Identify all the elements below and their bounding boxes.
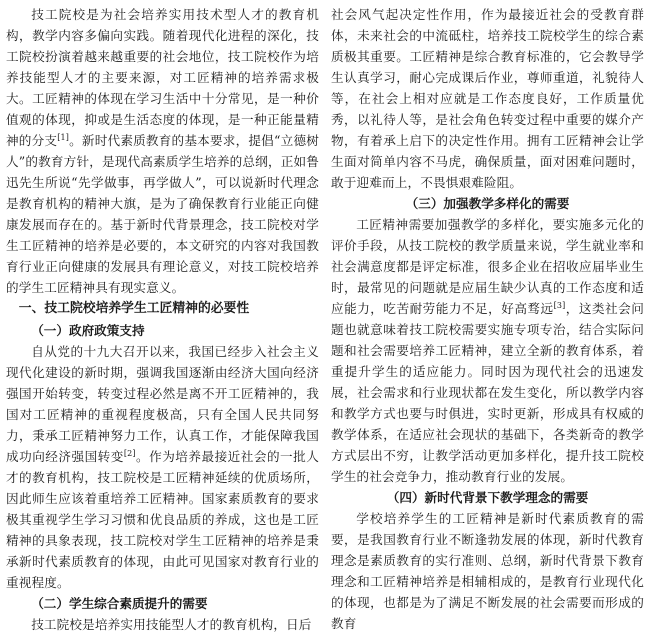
- subsection-heading: （四）新时代背景下教学理念的需要: [386, 490, 589, 505]
- subsection-heading: （一）政府政策支持: [31, 323, 145, 338]
- subsection-heading: （二）学生综合素质提升的需要: [31, 596, 208, 611]
- body-paragraph: 自从党的十九大召开以来，我国已经步入社会主义现代化建设的新时期，强调我国逐渐由经济大国向经济强国开始转变，转变过程必然是离不开工匠精神的，我国对工匠精神的重视程度极高，只有全国人民共同努力，秉承工匠精神努力工作，认真工作，才能保障我国成功向经济强国转变[2]。作为培养最接近社会的一批人才的教育机构，技工院校是工匠精神延续的优质场所，因此师生应该着重培养工匠精神。国家素质教育的要求极其重视学生学习习惯和优良品质的养成，这也是工匠精神的具象表现，技工院校对学生工匠精神的培养是秉承新时代素质教育的体现，由此可见国家对教育行业的重视程度。: [6, 344, 319, 590]
- citation-ref: [3]: [553, 300, 566, 310]
- body-paragraph: 学校培养学生的工匠精神是新时代素质教育的需要，是我国教育行业不断逢勃发展的体现，新时代教育理念是素质教育的实行准则、总纲，新时代背景下教育理念和工匠精神培养是相辅相成的，是教育行业现代化的体现，也都是为了满足不断发展的社会需要而形成的教育: [331, 511, 644, 631]
- subsection-heading: （三）加强教学多样化的需要: [405, 196, 570, 211]
- citation-ref: [2]: [123, 448, 136, 458]
- left-column: [6, 4, 319, 632]
- section-heading: 一、技工院校培养学生工匠精神的必要性: [18, 301, 250, 316]
- body-paragraph: 工匠精神需要加强教学的多样化，要实施多元化的评价手段，从技工院校的教学质量来说，学生就业率和社会满意度都是评定标准，很多企业在招收应届毕业生时，最常见的问题就是应届生缺少认真的工作态度和适应能力，吃苦耐劳能力不足，好高骛远[3]，这类社会问题也就意味着技工院校需要实施专项专治，结合实际问题和社会需要培养工匠精神，建立全新的教育体系，着重提升学生的适应能力。同时因为现代社会的迅速发展，社会需求和行业现状都在发生变化，所以教学内容和教学方式也要与时俱进，实时更新，形成具有权威的教学体系，在适应社会现状的基础下，各类新奇的教学方式层出不穷，让教学活动更加多样化，提升技工院校学生的社会竞争力，推动教育行业的发展。: [331, 217, 644, 484]
- right-column: [331, 4, 644, 631]
- intro-paragraph: 技工院校是为社会培养实用技术型人才的教育机构，教学内容多偏向实践。随着现代化进程的深化，技工院校扮演着越来越重要的社会地位，技工院校作为培养技能型人才的主要来源，对工匠精神的培养需求极大。工匠精神的体现在学习生活中十分常见，是一种价值观的体现，抑或是生活态度的体现，是一种正能量精神的分支[1]。新时代素质教育的基本要求，提倡“立德树人”的教育方针，是现代高素质学生培养的总纲，正如鲁迅先生所说“先学做事，再学做人”，可以说新时代理念是教育机构的精神大旗，是为了确保教育行业能正向健康发展而存在的。基于新时代背景理念，技工院校对学生工匠精神的培养是必要的，本文研究的内容对我国教育行业正向健康的发展具有理论意义，对技工院校培养的学生工匠精神具有现实意义。: [6, 7, 319, 295]
- citation-ref: [1]: [57, 132, 70, 142]
- continued-paragraph: 社会风气起决定性作用，作为最接近社会的受教育群体，未来社会的中流砥柱，培养技工院校学生的综合素质极其重要。工匠精神是综合教育标准的，它会教导学生认真学习，耐心完成课后作业，尊师重道，礼貌待人等，在社会上相对应就是工作态度良好，工作质量优秀，以礼待人等，是社会角色转变过程中重要的媒介产物，有着承上启下的决定性作用。拥有工匠精神会让学生面对简单内容不马虎，确保质量，面对困难问题时，敢于迎难而上，不畏惧艰难险阻。: [331, 7, 644, 190]
- body-paragraph: 技工院校是培养实用技能型人才的教育机构，日后: [31, 617, 312, 632]
